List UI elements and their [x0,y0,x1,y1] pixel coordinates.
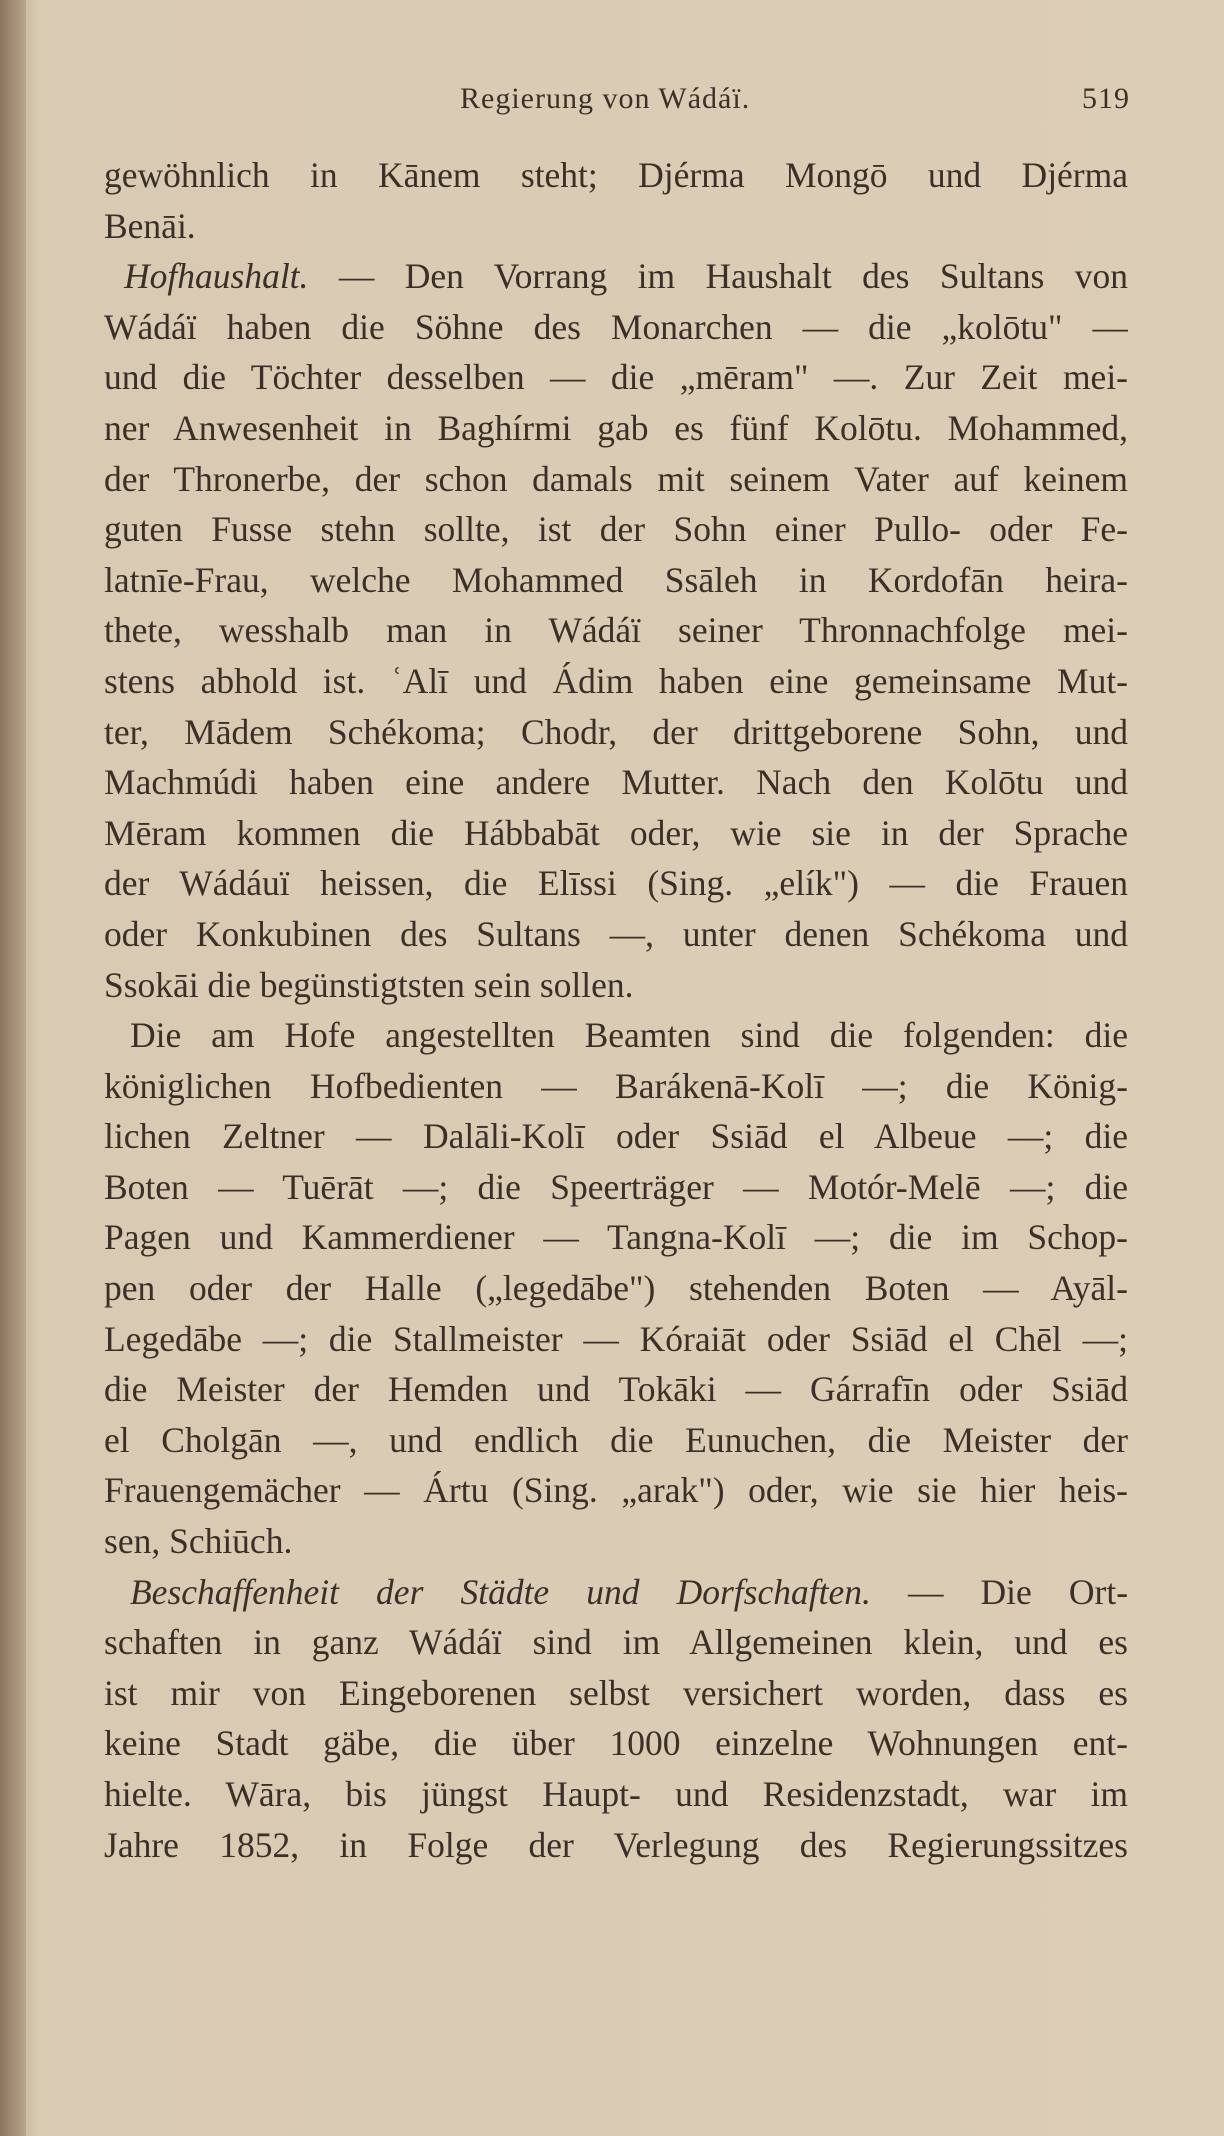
text-line: sen, Schiūch. [104,1521,293,1562]
text-line: die Meister der Hemden und Tokāki — Gárrafīn oder Ssiād [104,1369,1128,1410]
text-line: keine Stadt gäbe, die über 1000 einzelne Wohnungen ent- [104,1723,1128,1764]
text-line: Pagen und Kammerdiener — Tangna-Kolī —; die im Schop- [104,1217,1128,1258]
section-heading-beschaffenheit: Beschaffenheit der Städte und Dorfschaften. [130,1571,871,1612]
text-line: guten Fusse stehn sollte, ist der Sohn einer Pullo- oder Fe- [104,509,1128,550]
text-line: schaften in ganz Wádáï sind im Allgemeinen klein, und es [104,1622,1128,1663]
text-line: el Cholgān —, und endlich die Eunuchen, die Meister der [104,1419,1128,1460]
text-line [104,251,1128,302]
text-line-rest: — Die Ort- [907,1571,1128,1612]
body-text [104,150,1128,1870]
text-line: ter, Mādem Schékoma; Chodr, der drittgeborene Sohn, und [104,711,1128,752]
running-title: Regierung von Wádáï. [460,82,751,115]
text-line [104,1567,1128,1618]
text-line: lichen Zeltner — Dalāli-Kolī oder Ssiād el Albeue —; die [104,1116,1128,1157]
text-line: Legedābe —; die Stallmeister — Kóraiāt oder Ssiād el Chēl —; [104,1318,1128,1359]
text-line: Mēram kommen die Hábbabāt oder, wie sie in der Sprache [104,812,1128,853]
text-line: Benāi. [104,205,196,246]
text-line: ist mir von Eingeborenen selbst versichert worden, dass es [104,1672,1128,1713]
text-line: thete, wesshalb man in Wádáï seiner Thronnachfolge mei- [104,610,1128,651]
text-line: latnīe-Frau, welche Mohammed Ssāleh in Kordofān heira- [104,559,1128,600]
running-header [130,82,1130,128]
text-line: und die Töchter desselben — die „mēram" —. Zur Zeit mei- [104,357,1128,398]
text-line: königlichen Hofbedienten — Barákenā-Kolī —; die König- [104,1065,1128,1106]
text-line: Die am Hofe angestellten Beamten sind die folgenden: die [130,1015,1128,1056]
text-line: ner Anwesenheit in Baghírmi gab es fünf Kolōtu. Mohammed, [104,407,1128,448]
text-line: Wádáï haben die Söhne des Monarchen — die „kolōtu" — [104,306,1128,347]
page-number: 519 [1082,82,1130,115]
text-line: pen oder der Halle („legedābe") stehenden Boten — Ayāl- [104,1268,1128,1309]
text-line: Frauengemächer — Ártu (Sing. „arak") oder, wie sie hier heis- [104,1470,1128,1511]
text-line: Boten — Tuērāt —; die Speerträger — Motór-Melē —; die [104,1166,1128,1207]
text-line: der Thronerbe, der schon damals mit seinem Vater auf keinem [104,458,1128,499]
text-line-rest: — Den Vorrang im Haushalt des Sultans von [338,256,1128,297]
text-line: hielte. Wāra, bis jüngst Haupt- und Residenzstadt, war im [104,1774,1128,1814]
text-line: der Wádáuï heissen, die Elīssi (Sing. „elík") — die Frauen [104,863,1128,904]
text-line: gewöhnlich in Kānem steht; Djérma Mongō und Djérma [104,155,1128,195]
text-line: oder Konkubinen des Sultans —, unter denen Schékoma und [104,913,1128,954]
text-line: Jahre 1852, in Folge der Verlegung des Regierungssitzes [104,1824,1128,1865]
text-line: stens abhold ist. ʿAlī und Ádim haben eine gemeinsame Mut- [104,660,1128,701]
text-line: Machmúdi haben eine andere Mutter. Nach den Kolōtu und [104,762,1128,803]
text-line: Ssokāi die begünstigtsten sein sollen. [104,964,634,1005]
section-heading-hofhaushalt: Hofhaushalt. [124,256,309,297]
